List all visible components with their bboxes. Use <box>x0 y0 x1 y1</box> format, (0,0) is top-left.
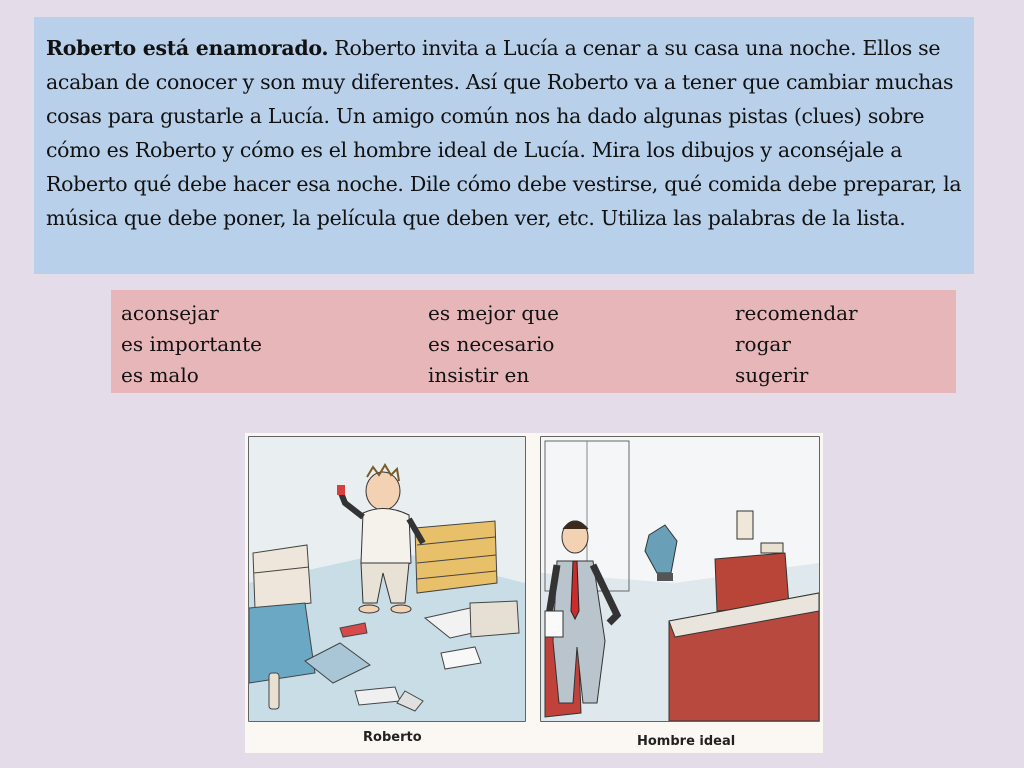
comic-svg <box>245 433 823 753</box>
vocab-word: es importante <box>121 332 262 356</box>
hombre-ideal-panel <box>541 437 819 721</box>
vocab-word: aconsejar <box>121 301 219 325</box>
vocabulary-box <box>111 290 956 393</box>
comic-illustration <box>245 433 823 753</box>
vocab-word: insistir en <box>428 363 530 387</box>
hombre-ideal-caption: Hombre ideal <box>637 734 736 749</box>
vocab-word: es necesario <box>428 332 555 356</box>
roberto-caption: Roberto <box>363 730 422 745</box>
vocab-word: es malo <box>121 363 199 387</box>
vocabulary-column-2 <box>428 298 735 393</box>
instructions-lead: Roberto está enamorado. <box>46 36 329 60</box>
vocabulary-column-3 <box>735 298 946 393</box>
roberto-panel <box>249 437 525 721</box>
vocab-word: recomendar <box>735 301 858 325</box>
vocab-word: sugerir <box>735 363 809 387</box>
dresser-drawing <box>415 521 497 593</box>
instructions-box <box>34 17 974 274</box>
instructions-text: Roberto invita a Lucía a cenar a su casa una noche. Ellos se acaban de conocer y son muy diferentes. Así que Roberto va a tener que cambiar muchas cosas para gustarle a Lucía. Un amigo común nos ha dado algunas pistas (clues) sobre cómo es Roberto y cómo es el hombre ideal de Lucía. Mira los dibujos y aconséjale a Roberto qué debe hacer esa noche. Dile cómo debe vestirse, qué comida debe preparar, la música que debe poner, la película que deben ver, etc. Utiliza las palabras de la lista. <box>46 36 962 230</box>
vocab-word: es mejor que <box>428 301 559 325</box>
vocab-word: rogar <box>735 332 791 356</box>
vocabulary-column-1 <box>121 298 428 393</box>
